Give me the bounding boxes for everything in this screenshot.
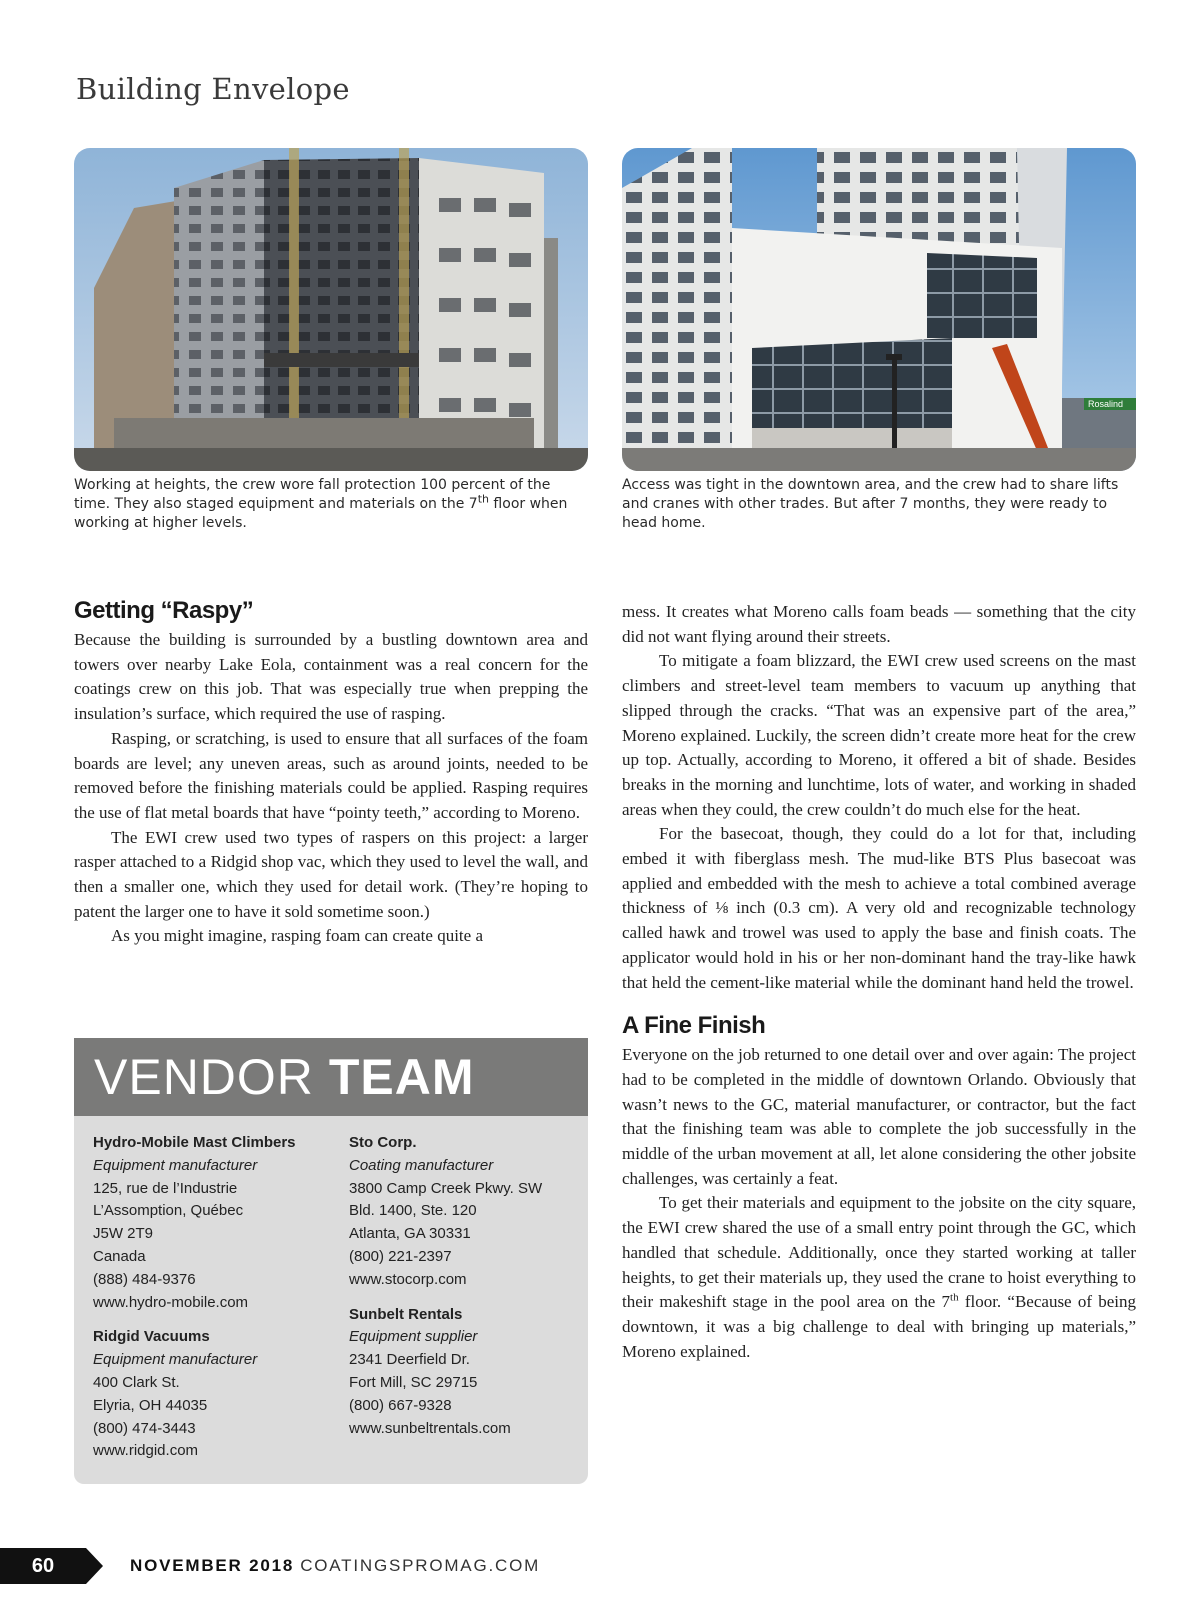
- vendor-phone: (800) 221-2397: [349, 1247, 452, 1265]
- caption-left-text: Working at heights, the crew wore fall protection 100 percent of the time. They also staged equipment and materials on the 7: [74, 477, 551, 512]
- caption-left-text-end: floor when working at higher levels.: [74, 496, 568, 531]
- photo-caption-right: Access was tight in the downtown area, and the crew had to share lifts and cranes with other trades. But after 7 months, they were ready to head home.: [622, 477, 1119, 531]
- building-photo-right-image: [622, 148, 1136, 471]
- article-paragraph: As you might imagine, rasping foam can create quite a: [111, 926, 483, 946]
- vendor-address-line: 2341 Deerfield Dr.: [349, 1351, 470, 1369]
- vendor-address-line: 125, rue de l’Industrie: [93, 1179, 238, 1197]
- vendor-address-line: Canada: [93, 1247, 146, 1265]
- vendor-phone: (800) 474-3443: [93, 1419, 196, 1437]
- vendor-website: www.stocorp.com: [349, 1270, 467, 1288]
- vendor-address-line: Atlanta, GA 30331: [349, 1225, 471, 1243]
- street-sign-text: Rosalind: [1088, 399, 1124, 409]
- vendor-address-line: Fort Mill, SC 29715: [349, 1373, 478, 1391]
- vendor-phone: (888) 484-9376: [93, 1270, 196, 1288]
- article-paragraph: To mitigate a foam blizzard, the EWI crew used screens on the mast climbers and street-level team members to vacuum up anything that slipped through the cracks. “That was an expensive part of the area,” Moreno explained. Luckily, the screen didn’t create more heat for the crew up top. Actually, according to Moreno, it offered a bit of shade. Besides breaks in the morning and lunchtime, lots of water, and working in shaded areas when they could, the crew couldn’t do much else for the heat.: [622, 651, 1136, 819]
- vendor-role: Coating manufacturer: [349, 1156, 494, 1174]
- vendor-name: Hydro-Mobile Mast Climbers: [93, 1134, 296, 1151]
- vendor-address-line: 400 Clark St.: [93, 1373, 180, 1391]
- vendor-entry: [349, 1132, 588, 1292]
- article-paragraph: Because the building is surrounded by a bustling downtown area and towers over nearby Lake Eola, containment was a real concern for the coatings crew on this job. That was especially true when prepping the insulation’s surface, which required the use of rasping.: [74, 630, 588, 724]
- footer-website: COATINGSPROMAG.COM: [300, 1556, 541, 1575]
- vendor-role: Equipment manufacturer: [93, 1156, 258, 1174]
- vendor-address-line: J5W 2T9: [93, 1225, 154, 1243]
- vendor-name: Sto Corp.: [349, 1134, 417, 1151]
- footer-publication-line: [130, 1548, 540, 1584]
- vendor-column-right: [349, 1132, 588, 1452]
- vendor-heading-light: VENDOR: [94, 1049, 314, 1105]
- vendor-team-heading: [74, 1038, 588, 1116]
- vendor-team-sidebar: [74, 1038, 588, 1484]
- subhead-getting-raspy: Getting “Raspy”: [74, 597, 254, 624]
- building-photo-left-image: [74, 148, 588, 471]
- article-paragraph-text-end: floor. “Because of being downtown, it was a big challenge to deal with bringing up materials,” Moreno explained.: [622, 1292, 1137, 1361]
- article-paragraph: Rasping, or scratching, is used to ensure that all surfaces of the foam boards are level; any uneven areas, such as around joints, needed to be removed before the finishing materials could be applied. Rasping requires the use of flat metal boards that have “pointy teeth,” according to Moreno.: [74, 728, 588, 822]
- vendor-address-line: Bld. 1400, Ste. 120: [349, 1202, 477, 1220]
- vendor-name: Ridgid Vacuums: [93, 1328, 210, 1346]
- vendor-name: Sunbelt Rentals: [349, 1305, 463, 1323]
- vendor-website: www.ridgid.com: [93, 1442, 199, 1460]
- vendor-address-line: L’Assomption, Québec: [93, 1202, 244, 1220]
- article-paragraph: Everyone on the job returned to one detail over and over again: The project had to be completed in the middle of downtown Orlando. Obviously that wasn’t news to the GC, material manufacturer, or contractor, but the fact that the finishing team was able to complete the job successfully in the middle of the urban movement at all, let alone considering the other jobsite challenges, was certainly a feat.: [622, 1045, 1136, 1188]
- building-photo-mast-climbers: [74, 148, 588, 471]
- vendor-role: Equipment supplier: [349, 1328, 478, 1346]
- section-title: Building Envelope: [76, 72, 350, 106]
- article-superscript: th: [950, 1291, 959, 1304]
- article-column-right: [622, 600, 1136, 1364]
- article-paragraph: For the basecoat, though, they could do a lot for that, including embed it with fiberglass mesh. The mud-like BTS Plus basecoat was applied and embedded with the mesh to achieve a total combined average thickness of ⅛ inch (0.3 cm). A very old and recognizable technology called hawk and trowel was used to apply the base and finish coats. The applicator would hold in his or her non-dominant hand the tray-like hawk that held the cement-like material while the dominant hand held the trowel.: [622, 824, 1136, 992]
- vendor-entry: [93, 1132, 333, 1314]
- article-paragraph: The EWI crew used two types of raspers on this project: a larger rasper attached to a Ridgid shop vac, which they used to level the wall, and then a smaller one, which they used for detail work. (They’re hoping to patent the larger one to have it sold sometime soon.): [74, 827, 588, 921]
- vendor-entry: [349, 1304, 588, 1441]
- photo-caption-left: [74, 476, 584, 533]
- article-column-left: [74, 596, 588, 949]
- vendor-website: www.sunbeltrentals.com: [349, 1419, 511, 1437]
- vendor-phone: (800) 667-9328: [349, 1396, 452, 1414]
- vendor-website: www.hydro-mobile.com: [93, 1293, 249, 1311]
- footer-issue-date: NOVEMBER 2018: [130, 1556, 295, 1575]
- subhead-a-fine-finish: A Fine Finish: [622, 1012, 766, 1040]
- vendor-address-line: Elyria, OH 44035: [93, 1396, 208, 1414]
- caption-left-superscript: th: [477, 492, 489, 506]
- vendor-column-left: [93, 1132, 333, 1475]
- page-footer: [0, 1548, 700, 1584]
- vendor-entry: [93, 1326, 333, 1463]
- vendor-role: Equipment manufacturer: [93, 1351, 258, 1369]
- building-photo-downtown-access: [622, 148, 1136, 471]
- vendor-heading-bold: TEAM: [328, 1049, 475, 1105]
- article-paragraph-text: To get their materials and equipment to the jobsite on the city square, the EWI crew shared the use of a small entry point through the GC, which handled that schedule. Additionally, once they started working at taller heights, to get their materials up, they used the crane to hoist everything to their makeshift stage in the pool area on the 7: [622, 1193, 1136, 1312]
- article-paragraph: [622, 1191, 1136, 1364]
- vendor-address-line: 3800 Camp Creek Pkwy. SW: [349, 1179, 543, 1197]
- article-paragraph: mess. It creates what Moreno calls foam beads — something that the city did not want flying around their streets.: [622, 602, 1136, 646]
- page-number: 60: [31, 1555, 55, 1577]
